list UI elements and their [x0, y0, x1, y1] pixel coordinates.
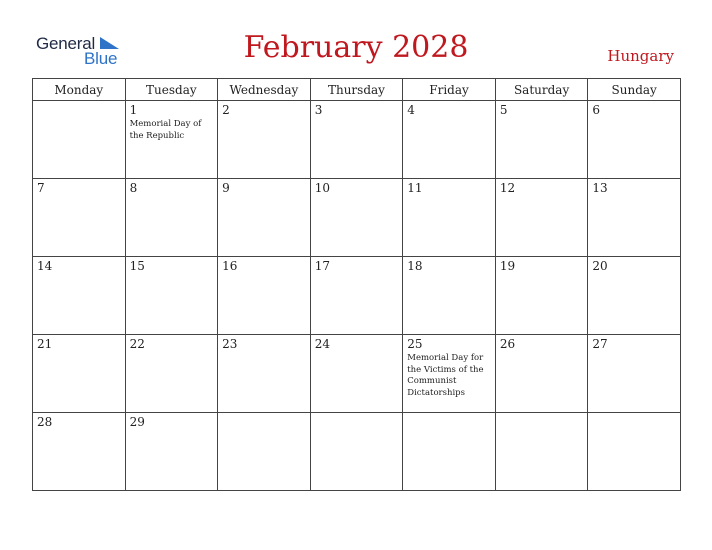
day-cell: [125, 179, 218, 257]
weekday-header: Sunday: [588, 79, 681, 101]
day-number: 7: [37, 181, 45, 195]
day-number: 21: [37, 337, 53, 351]
day-number: 10: [314, 181, 330, 195]
day-number: 23: [222, 337, 238, 351]
week-row: [33, 413, 681, 491]
week-row: [33, 179, 681, 257]
day-cell: [495, 335, 588, 413]
day-cell: [310, 101, 403, 179]
day-cell: [125, 101, 218, 179]
weekday-header: Saturday: [495, 79, 588, 101]
day-cell: [310, 335, 403, 413]
day-number: 27: [592, 337, 608, 351]
day-number: 28: [37, 415, 53, 429]
day-cell: [125, 257, 218, 335]
logo-word-general: General: [36, 34, 96, 53]
day-cell: [33, 335, 126, 413]
day-number: 2: [222, 103, 230, 117]
day-number: 18: [407, 259, 423, 273]
weekday-header: Tuesday: [125, 79, 218, 101]
day-number: 5: [499, 103, 508, 117]
day-cell: [218, 257, 311, 335]
day-number: 15: [129, 259, 145, 273]
week-row: [33, 335, 681, 413]
day-number: 9: [222, 181, 230, 195]
week-row: [33, 101, 681, 179]
day-cell: [310, 257, 403, 335]
day-number: 4: [407, 103, 415, 117]
day-cell: [125, 413, 218, 491]
day-cell: [495, 413, 588, 491]
weekday-header-row: [33, 79, 681, 101]
weekday-header: Monday: [33, 79, 126, 101]
day-number: 29: [129, 415, 145, 429]
day-cell: [588, 413, 681, 491]
day-number: 26: [499, 337, 516, 351]
day-number: [588, 413, 680, 415]
day-number: [496, 413, 588, 415]
day-number: [403, 413, 495, 415]
day-number: 6: [592, 103, 601, 117]
week-row: [33, 257, 681, 335]
day-cell: [588, 179, 681, 257]
day-number: 20: [592, 259, 608, 273]
day-cell: [33, 413, 126, 491]
day-number: 17: [314, 259, 330, 273]
day-cell: [403, 257, 496, 335]
day-number: [311, 413, 403, 415]
day-number: 3: [314, 103, 323, 117]
weekday-header: Thursday: [310, 79, 403, 101]
day-number: 14: [37, 259, 53, 273]
day-number: 12: [499, 181, 516, 195]
day-number: 8: [129, 181, 138, 195]
day-cell: [125, 335, 218, 413]
day-number: 11: [407, 181, 423, 195]
country-label: Hungary: [607, 47, 674, 65]
day-cell: [403, 179, 496, 257]
day-cell: [588, 335, 681, 413]
weekday-header: Friday: [403, 79, 496, 101]
holiday-label: Memorial Day of the Republic: [129, 119, 202, 141]
day-cell: [403, 413, 496, 491]
day-number: 1: [129, 103, 138, 117]
day-number: [218, 413, 310, 415]
day-number: 22: [129, 337, 145, 351]
day-number: 16: [222, 259, 238, 273]
weekday-header: Wednesday: [218, 79, 311, 101]
logo-word-blue: Blue: [84, 49, 118, 68]
day-cell: [495, 257, 588, 335]
day-cell: [218, 335, 311, 413]
day-number: 25: [407, 337, 423, 351]
day-cell: [495, 179, 588, 257]
day-cell: [588, 101, 681, 179]
holiday-label: Memorial Day for the Victims of the Communist Dictatorships: [407, 353, 484, 398]
day-cell: [403, 101, 496, 179]
day-cell: [588, 257, 681, 335]
day-number: 19: [499, 259, 516, 273]
day-number: 24: [314, 337, 330, 351]
day-cell: [33, 179, 126, 257]
day-cell: [218, 413, 311, 491]
day-number: 13: [592, 181, 608, 195]
day-cell: [218, 101, 311, 179]
day-cell: [33, 257, 126, 335]
day-cell: [403, 335, 496, 413]
day-cell: [310, 413, 403, 491]
calendar-grid: [32, 78, 681, 491]
day-cell: [33, 101, 126, 179]
day-cell: [310, 179, 403, 257]
day-number: [33, 101, 125, 103]
day-cell: [218, 179, 311, 257]
day-cell: [495, 101, 588, 179]
calendar-title: February 2028: [243, 30, 469, 65]
